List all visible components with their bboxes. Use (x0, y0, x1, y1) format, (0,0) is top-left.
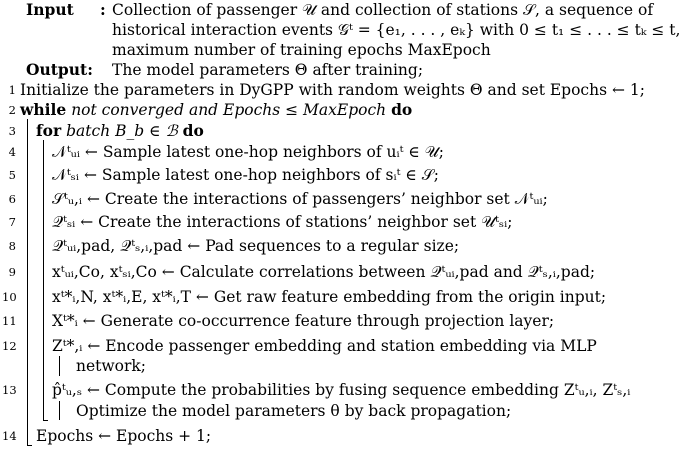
while-block-rule (27, 119, 28, 445)
line-number-7: 7 (8, 215, 16, 229)
line-number-6: 6 (8, 192, 16, 206)
output-text: The model parameters Θ after training; (112, 61, 424, 79)
line-number-9: 9 (8, 265, 16, 279)
step-13-continuation: Optimize the model parameters θ by back propagation; (76, 402, 512, 420)
line-number-10: 10 (2, 290, 17, 304)
step-1: Initialize the parameters in DyGPP with random weights Θ and set Epochs ← 1; (20, 81, 645, 99)
output-label: Output: (26, 60, 93, 79)
for-block-end (43, 420, 48, 421)
line-number-14: 14 (2, 429, 17, 443)
step-2 (20, 100, 412, 120)
line-number-11: 11 (2, 314, 17, 328)
step-9: xᵗᵤᵢ,Co, xᵗₛᵢ,Co ← Calculate correlations between 𝒬ᵗᵤᵢ,pad and 𝒬ᵗₛ,ᵢ,pad; (52, 263, 596, 281)
line-number-5: 5 (8, 168, 16, 182)
for-condition: batch B_b ∈ ℬ (66, 122, 178, 140)
step-12-continuation: network; (76, 357, 147, 375)
line-number-2: 2 (8, 103, 16, 117)
line-number-12: 12 (2, 339, 17, 353)
for-do-keyword: do (182, 121, 204, 140)
step-5: 𝒩ᵗₛᵢ ← Sample latest one-hop neighbors of sᵢᵗ ∈ 𝒮; (52, 166, 439, 184)
line-number-1: 1 (8, 83, 16, 97)
step-11: Xᵗ*ᵢ ← Generate co-occurrence feature through projection layer; (52, 312, 555, 330)
line-number-13: 13 (2, 383, 17, 397)
while-block-end (27, 445, 32, 446)
step-13-hang-rule (59, 401, 60, 420)
step-14: Epochs ← Epochs + 1; (36, 427, 212, 445)
step-13: p̂ᵗᵤ,ₛ ← Compute the probabilities by fusing sequence embedding Zᵗᵤ,ᵢ, Zᵗₛ,ᵢ (52, 381, 631, 399)
step-6: 𝒮ᵗᵤ,ᵢ ← Create the interactions of passengers’ neighbor set 𝒩ᵗᵤᵢ; (52, 190, 548, 208)
do-keyword: do (391, 100, 413, 119)
for-keyword: for (36, 121, 62, 140)
step-3 (36, 121, 204, 141)
step-12: Zᵗ*,ᵢ ← Encode passenger embedding and station embedding via MLP (52, 337, 597, 355)
while-condition: not converged and Epochs ≤ MaxEpoch (71, 101, 387, 119)
input-line-3: maximum number of training epochs MaxEpoch (112, 41, 491, 59)
line-number-8: 8 (8, 239, 16, 253)
line-number-3: 3 (8, 124, 16, 138)
step-8: 𝒬ᵗᵤᵢ,pad, 𝒬ᵗₛ,ᵢ,pad ← Pad sequences to a regular size; (52, 237, 460, 255)
for-block-rule (43, 140, 44, 420)
step-10: xᵗ*ᵢ,N, xᵗ*ᵢ,E, xᵗ*ᵢ,T ← Get raw feature embedding from the origin input; (52, 288, 607, 306)
input-line-2: historical interaction events 𝒢ᵗ = {e₁, . . . , eₖ} with 0 ≤ t₁ ≤ . . . ≤ tₖ ≤ t, (112, 21, 680, 39)
input-line-1: Collection of passenger 𝒰 and collection of stations 𝒮, a sequence of (112, 1, 654, 19)
line-number-4: 4 (8, 145, 16, 159)
step-12-hang-rule (59, 356, 60, 376)
input-label: Input (26, 0, 74, 19)
while-keyword: while (20, 100, 67, 119)
step-7: 𝒬ᵗₛᵢ ← Create the interactions of stations’ neighbor set 𝒰ᵗₛᵢ; (52, 213, 513, 231)
step-4: 𝒩ᵗᵤᵢ ← Sample latest one-hop neighbors of uᵢᵗ ∈ 𝒰; (52, 143, 444, 161)
input-colon: : (100, 0, 106, 19)
